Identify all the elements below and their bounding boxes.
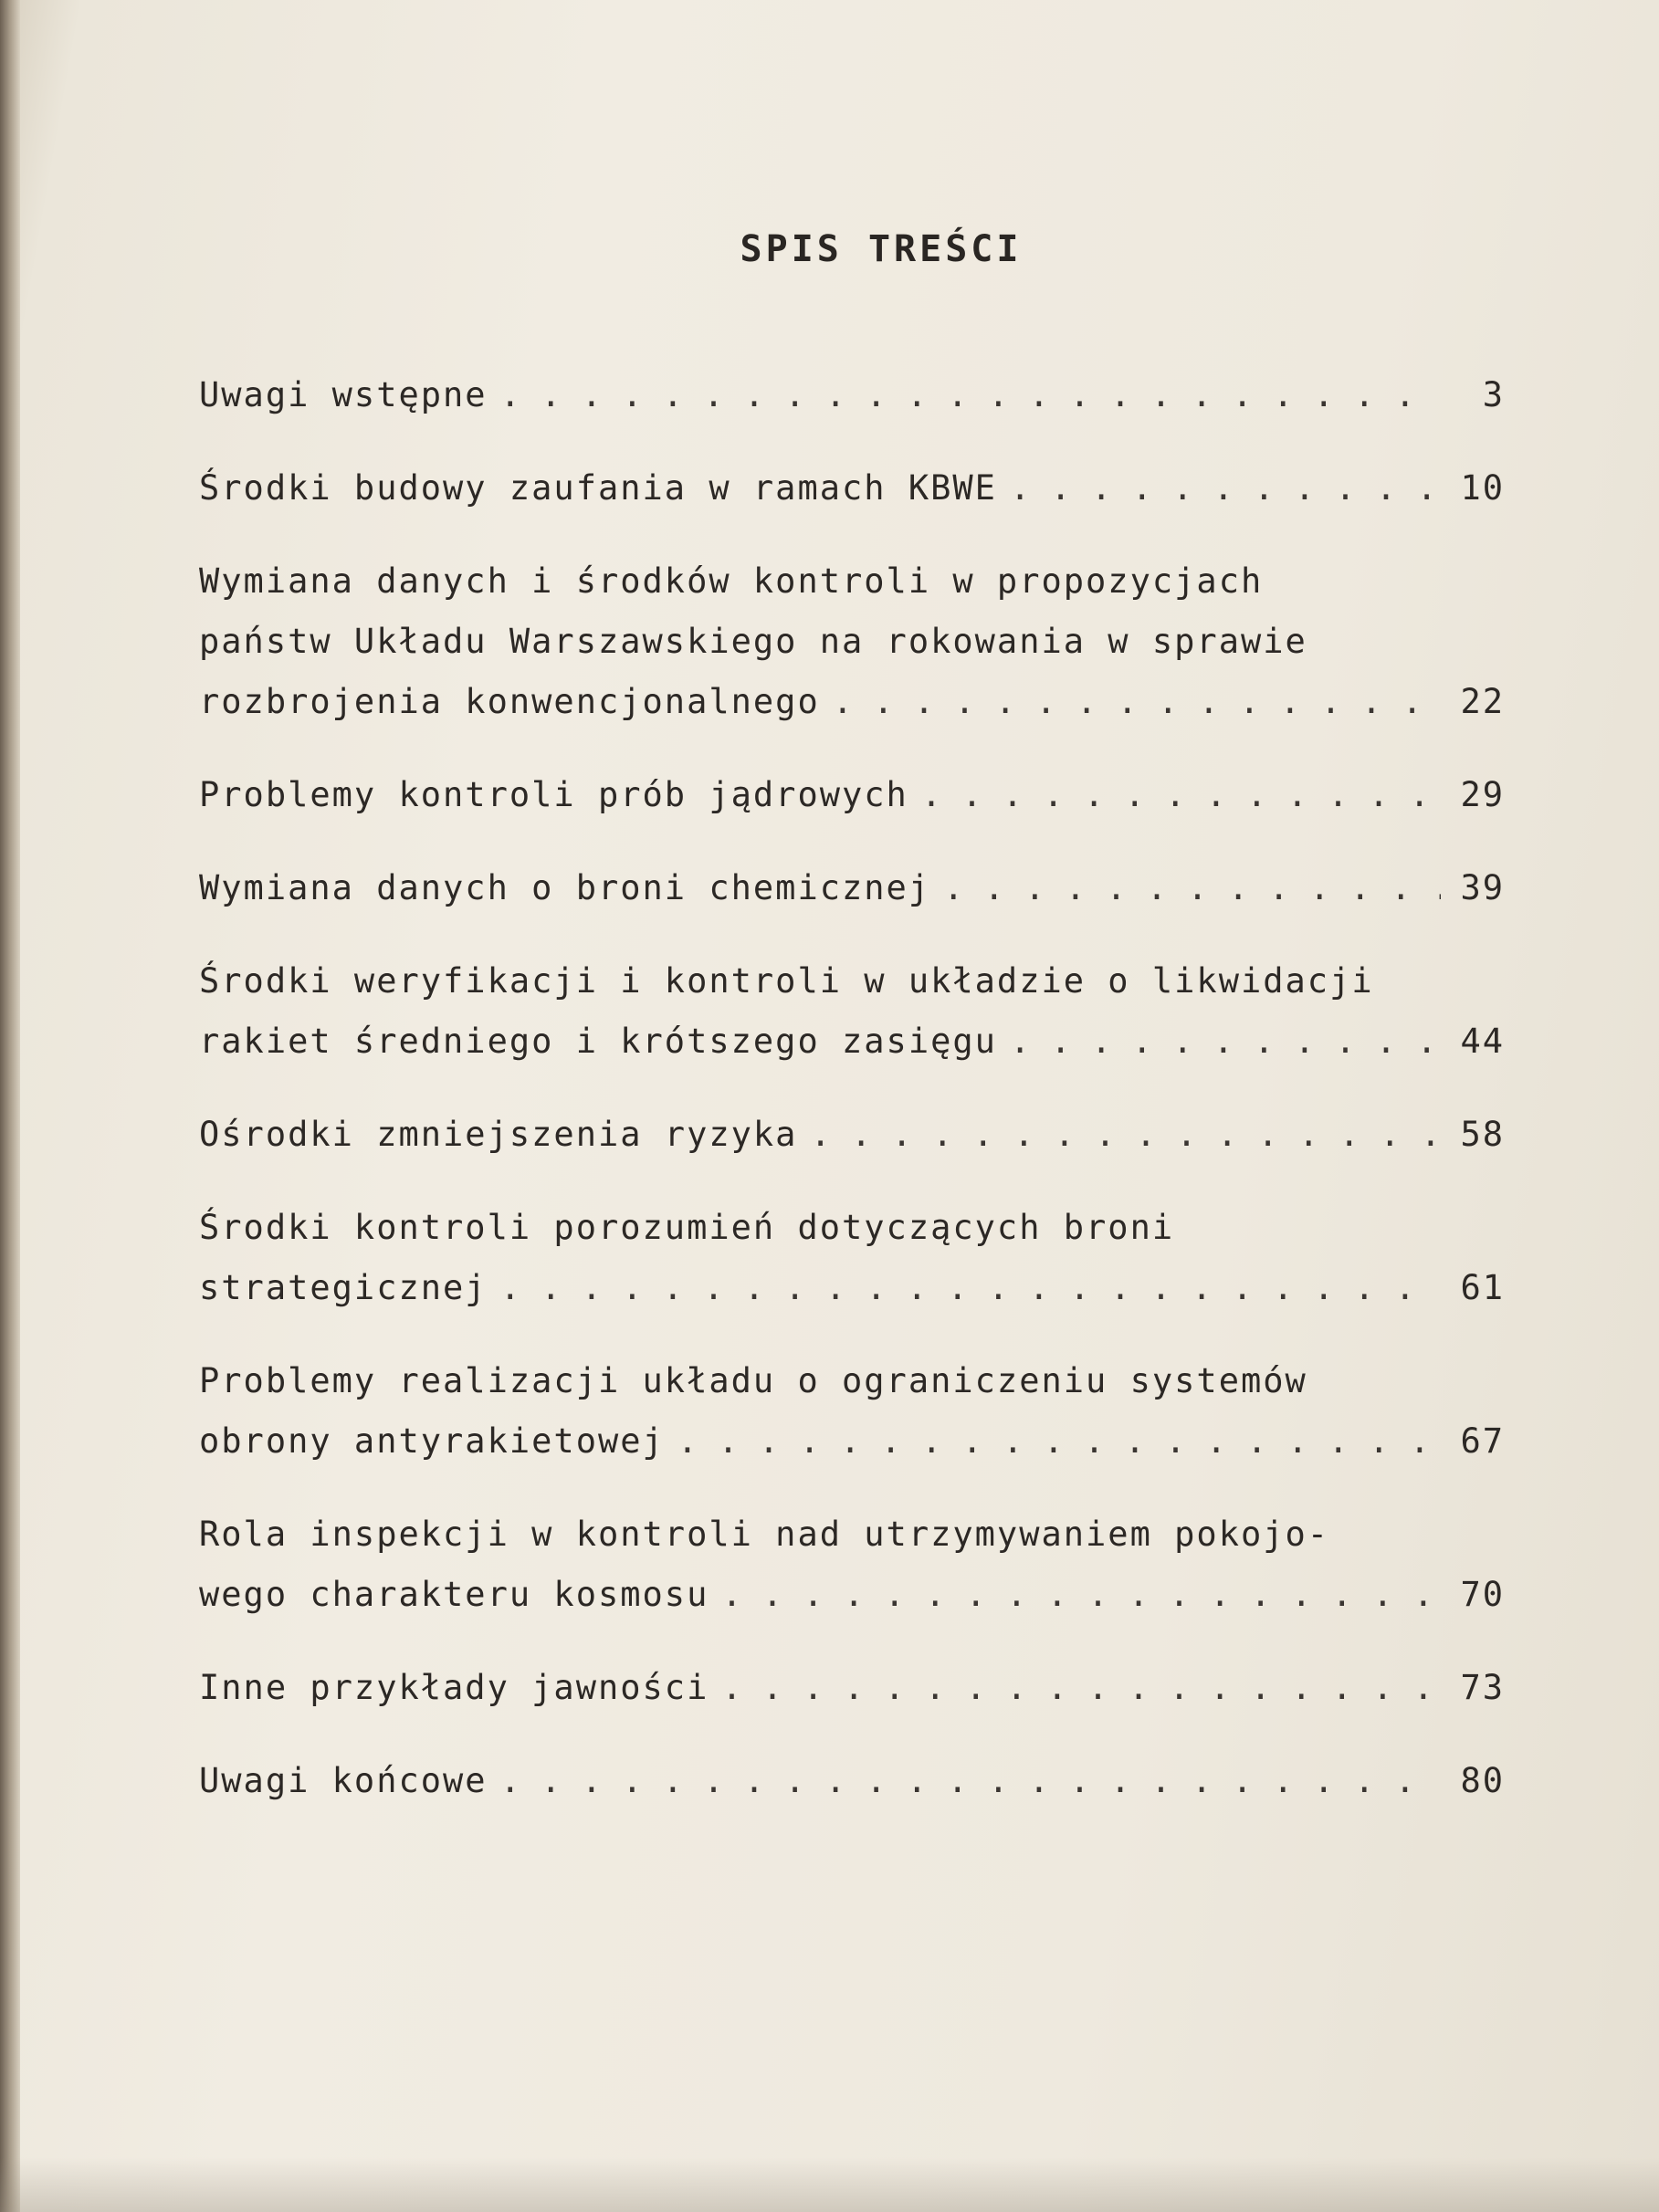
toc-entry-line: Problemy kontroli prób jądrowych <box>199 775 908 814</box>
toc-entry-last-line <box>199 1258 1505 1318</box>
toc-page-number: 61 <box>1460 1268 1505 1307</box>
dot-leader <box>1010 458 1441 519</box>
dot-leader <box>943 858 1441 918</box>
toc-entry-last-line <box>199 1658 1505 1718</box>
toc-entry <box>199 1751 1505 1811</box>
dot-leader <box>921 765 1441 825</box>
toc-page-number: 70 <box>1460 1575 1505 1614</box>
toc-entry-line: państw Układu Warszawskiego na rokowania w sprawie <box>199 622 1307 661</box>
toc-page-number: 67 <box>1460 1421 1505 1461</box>
toc-entry-line: strategicznej <box>199 1268 488 1307</box>
toc-entry-last-line <box>199 672 1505 732</box>
dot-leader <box>721 1565 1441 1625</box>
toc-entry <box>199 765 1505 825</box>
toc-entry-last-line <box>199 1105 1505 1165</box>
dot-leader <box>721 1658 1441 1718</box>
toc-entry-last-line <box>199 765 1505 825</box>
table-of-contents <box>199 365 1505 1844</box>
toc-entry <box>199 551 1505 732</box>
toc-entry <box>199 1198 1505 1318</box>
toc-entry-line: Środki weryfikacji i kontroli w układzie o likwidacji <box>199 961 1374 1001</box>
dot-leader <box>500 1258 1441 1318</box>
toc-page-number: 39 <box>1460 868 1505 907</box>
toc-entry-line: Środki kontroli porozumień dotyczących broni <box>199 1208 1175 1247</box>
page-shadow <box>0 2157 1659 2212</box>
toc-entry-line: rozbrojenia konwencjonalnego <box>199 682 820 721</box>
toc-entry <box>199 858 1505 918</box>
toc-entry-last-line <box>199 458 1505 519</box>
dot-leader <box>1010 1012 1441 1072</box>
dot-leader <box>500 365 1441 425</box>
toc-page-number: 3 <box>1482 375 1505 414</box>
page-title: SPIS TREŚCI <box>740 228 1023 270</box>
toc-entry-line: Wymiana danych i środków kontroli w propozycjach <box>199 561 1264 601</box>
toc-entry-last-line <box>199 1751 1505 1811</box>
toc-entry-line: Wymiana danych o broni chemicznej <box>199 868 931 907</box>
toc-entry-line: obrony antyrakietowej <box>199 1421 665 1461</box>
dot-leader <box>500 1751 1441 1811</box>
dot-leader <box>810 1105 1441 1165</box>
toc-entry <box>199 1105 1505 1165</box>
dot-leader <box>833 672 1441 732</box>
toc-entry-line: Problemy realizacji układu o ograniczeniu systemów <box>199 1361 1307 1400</box>
toc-entry-line: Rola inspekcji w kontroli nad utrzymywaniem pokojo- <box>199 1515 1330 1554</box>
page-gutter <box>0 0 20 2212</box>
toc-page-number: 29 <box>1460 775 1505 814</box>
toc-page-number: 22 <box>1460 682 1505 721</box>
toc-entry-last-line <box>199 1012 1505 1072</box>
toc-page-number: 10 <box>1460 468 1505 508</box>
toc-entry <box>199 1351 1505 1472</box>
toc-entry <box>199 1658 1505 1718</box>
dot-leader <box>677 1411 1441 1472</box>
toc-entry-last-line <box>199 858 1505 918</box>
toc-entry-last-line <box>199 1565 1505 1625</box>
toc-entry-last-line <box>199 1411 1505 1472</box>
toc-page-number: 58 <box>1460 1115 1505 1154</box>
toc-entry-line: Uwagi końcowe <box>199 1761 488 1800</box>
toc-entry-line: wego charakteru kosmosu <box>199 1575 709 1614</box>
toc-entry-line: Środki budowy zaufania w ramach KBWE <box>199 468 997 508</box>
toc-entry <box>199 951 1505 1072</box>
toc-entry <box>199 365 1505 425</box>
toc-entry-line: Ośrodki zmniejszenia ryzyka <box>199 1115 798 1154</box>
toc-entry <box>199 1504 1505 1625</box>
toc-page-number: 73 <box>1460 1668 1505 1707</box>
toc-page-number: 44 <box>1460 1022 1505 1061</box>
toc-entry <box>199 458 1505 519</box>
toc-entry-last-line <box>199 365 1505 425</box>
toc-entry-line: rakiet średniego i krótszego zasięgu <box>199 1022 997 1061</box>
toc-page-number: 80 <box>1460 1761 1505 1800</box>
toc-entry-line: Uwagi wstępne <box>199 375 488 414</box>
toc-entry-line: Inne przykłady jawności <box>199 1668 709 1707</box>
